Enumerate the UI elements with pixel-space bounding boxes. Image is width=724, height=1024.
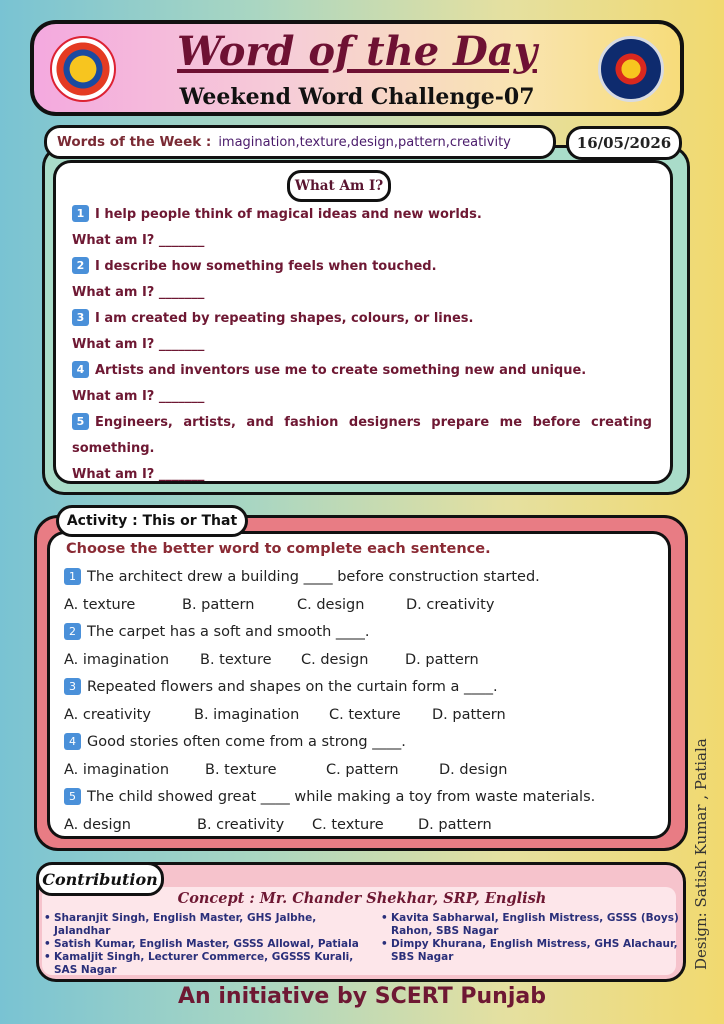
number-badge-icon: 1	[72, 205, 89, 222]
activity-question	[64, 564, 704, 591]
activity-instruction: Choose the better word to complete each sentence.	[66, 541, 491, 557]
answer-options	[64, 756, 704, 784]
answer-option: A. creativity	[64, 707, 151, 723]
number-badge-icon: 4	[64, 733, 81, 750]
page-subtitle: Weekend Word Challenge-07	[179, 84, 535, 110]
number-badge-icon: 5	[72, 413, 89, 430]
answer-option: A. design	[64, 817, 131, 833]
answer-option: D. pattern	[432, 707, 506, 723]
number-badge-icon: 3	[64, 678, 81, 695]
words-of-week-bar	[44, 125, 556, 159]
contributor-item	[381, 912, 681, 938]
contributor-item	[44, 938, 374, 951]
contributor-item	[381, 938, 681, 964]
question-text: Repeated flowers and shapes on the curtain form a ____.	[87, 679, 498, 695]
answer-option: B. creativity	[197, 817, 285, 833]
answer-option: C. texture	[329, 707, 401, 723]
number-badge-icon: 1	[64, 568, 81, 585]
contributor-text: Sharanjit Singh, English Master, GHS Jalbhe, Jalandhar	[54, 912, 317, 937]
contributors-right	[381, 912, 681, 964]
question-text: Good stories often come from a strong ____.	[87, 734, 406, 750]
riddle-answer-prompt: What am I? _______	[72, 285, 205, 300]
riddle-answer-prompt: What am I? _______	[72, 337, 205, 352]
answer-option: B. imagination	[194, 707, 300, 723]
contributor-item	[44, 912, 374, 938]
riddle-question	[72, 410, 652, 462]
riddle-question	[72, 202, 652, 228]
riddle-answer-prompt: What am I? _______	[72, 233, 205, 248]
contributor-text: Kamaljit Singh, Lecturer Commerce, GGSSS Kurali, SAS Nagar	[54, 951, 354, 976]
riddle-text: Artists and inventors use me to create something new and unique.	[95, 363, 587, 378]
header-banner	[30, 20, 684, 116]
riddle-list	[72, 202, 652, 488]
answer-option: D. design	[439, 762, 508, 778]
bullet-icon: •	[381, 912, 388, 924]
riddle-text: I describe how something feels when touched.	[95, 259, 437, 274]
answer-options	[64, 811, 704, 839]
number-badge-icon: 2	[72, 257, 89, 274]
answer-option: C. design	[301, 652, 369, 668]
question-text: The carpet has a soft and smooth ____.	[87, 624, 370, 640]
bullet-icon: •	[44, 951, 51, 963]
english-circles-logo-icon	[598, 36, 664, 102]
riddle-text: I am created by repeating shapes, colours, or lines.	[95, 311, 474, 326]
answer-option: D. pattern	[418, 817, 492, 833]
number-badge-icon: 3	[72, 309, 89, 326]
answer-option: C. pattern	[326, 762, 399, 778]
contributor-text: Satish Kumar, English Master, GSSS Allowal, Patiala	[54, 938, 359, 950]
bullet-icon: •	[44, 938, 51, 950]
footer-initiative: An initiative by SCERT Punjab	[178, 984, 546, 1009]
answer-option: B. texture	[200, 652, 272, 668]
number-badge-icon: 2	[64, 623, 81, 640]
riddle-question	[72, 254, 652, 280]
answer-option: D. creativity	[406, 597, 495, 613]
answer-option: A. imagination	[64, 652, 170, 668]
bullet-icon: •	[44, 912, 51, 924]
answer-options	[64, 591, 704, 619]
riddle-answer-prompt: What am I? _______	[72, 389, 205, 404]
number-badge-icon: 5	[64, 788, 81, 805]
answer-option: A. imagination	[64, 762, 170, 778]
date-badge: 16/05/2026	[566, 126, 682, 160]
riddle-text: I help people think of magical ideas and new worlds.	[95, 207, 482, 222]
bullet-icon: •	[381, 938, 388, 950]
contributor-text: Kavita Sabharwal, English Mistress, GSSS (Boys) Rahon, SBS Nagar	[391, 912, 679, 937]
number-badge-icon: 4	[72, 361, 89, 378]
answer-option: C. design	[297, 597, 365, 613]
answer-option: B. pattern	[182, 597, 255, 613]
page-title: Word of the Day	[177, 28, 537, 75]
activity-question	[64, 619, 704, 646]
answer-option: C. texture	[312, 817, 384, 833]
answer-option: A. texture	[64, 597, 136, 613]
activity-question	[64, 674, 704, 701]
contributor-text: Dimpy Khurana, English Mistress, GHS Alachaur, SBS Nagar	[391, 938, 678, 963]
concept-credit: Concept : Mr. Chander Shekhar, SRP, English	[177, 890, 547, 907]
question-text: The architect drew a building ____ before construction started.	[87, 569, 540, 585]
answer-options	[64, 646, 704, 674]
riddle-answer-prompt: What am I? _______	[72, 467, 205, 482]
activity-title: Activity : This or That	[56, 505, 248, 537]
contributor-item	[44, 951, 374, 977]
riddle-question	[72, 358, 652, 384]
contributors-left	[44, 912, 374, 977]
riddle-question	[72, 306, 652, 332]
activity-question	[64, 729, 704, 756]
words-of-week-label: Words of the Week :	[57, 134, 212, 150]
answer-options	[64, 701, 704, 729]
riddle-text: Engineers, artists, and fashion designers prepare me before creating something.	[72, 415, 652, 456]
answer-option: B. texture	[205, 762, 277, 778]
activity-question	[64, 784, 704, 811]
answer-option: D. pattern	[405, 652, 479, 668]
design-credit: Design: Satish Kumar , Patiala	[692, 738, 710, 970]
what-am-i-title: What Am I?	[287, 170, 391, 202]
question-text: The child showed great ____ while making a toy from waste materials.	[87, 789, 596, 805]
activity-question-list	[64, 564, 704, 839]
words-of-week-list: imagination,texture,design,pattern,creativity	[218, 134, 511, 150]
contribution-title: Contribution	[36, 862, 164, 896]
